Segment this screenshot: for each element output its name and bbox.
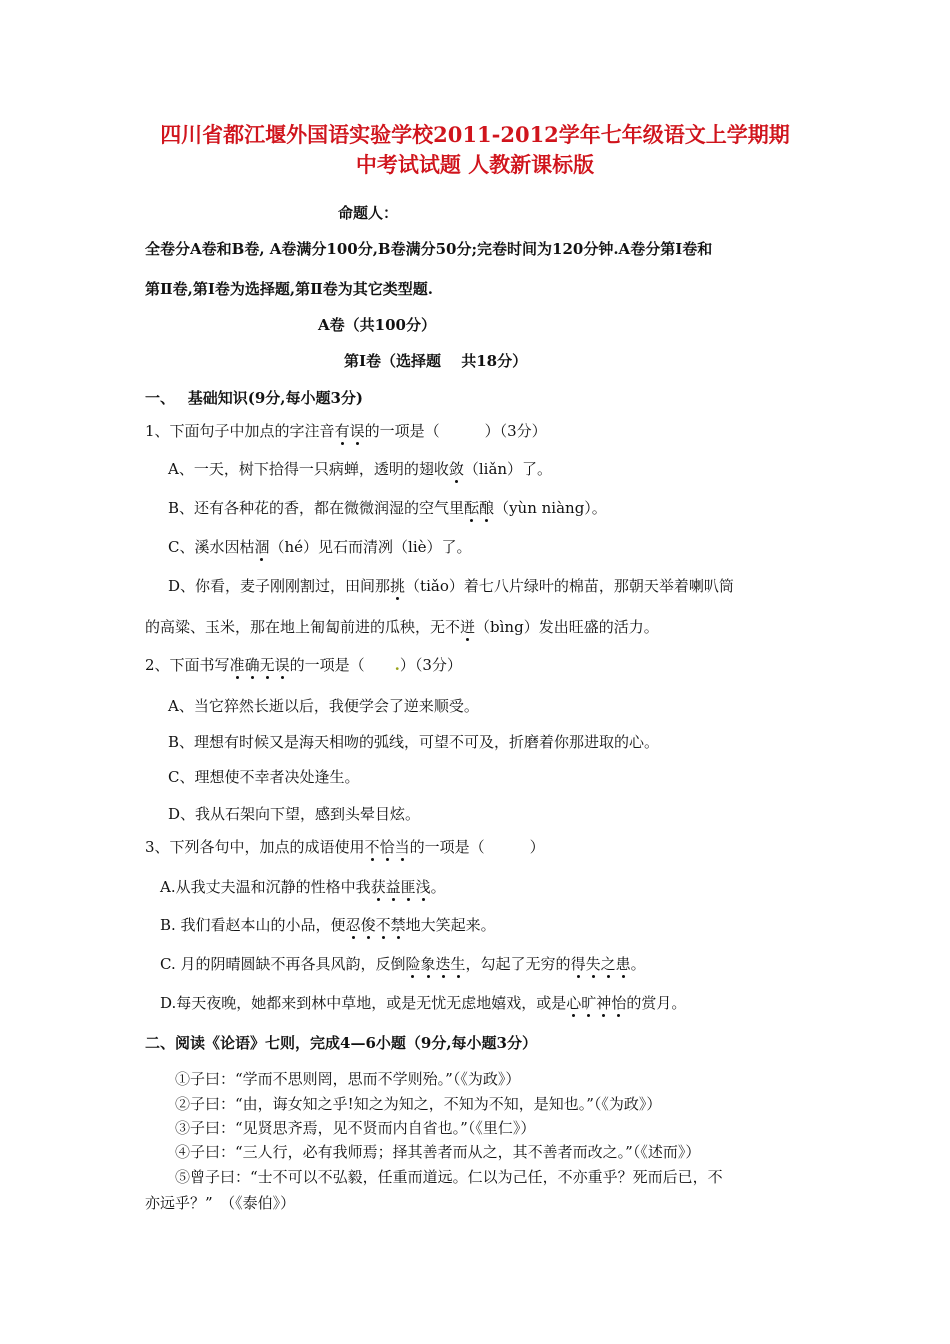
q3-b-text: B. 我们看赵本山的小品，便 <box>160 916 346 934</box>
q3-c-dotted-char: 之 <box>600 955 616 973</box>
q1-a-text: A、一天，树下拾得一只病蝉，透明的翅收 <box>168 460 449 478</box>
q1-c-text: （hé）见石而清冽（liè）了。 <box>269 538 472 556</box>
question-3-option-a <box>160 876 446 898</box>
question-3-option-d <box>160 992 686 1014</box>
volume-a-heading: A卷（共100分） <box>318 316 436 334</box>
q3-c-text: C. 月的阴晴圆缺不再各具风韵，反倒 <box>160 955 406 973</box>
q3-d-dotted-char: 心 <box>566 994 582 1012</box>
question-1-option-c <box>168 536 472 558</box>
question-2-option-a: A、当它猝然长逝以后，我便学会了逆来顺受。 <box>168 697 479 715</box>
section-2-heading: 二、阅读《论语》七则，完成4—6小题（9分,每小题3分） <box>145 1034 537 1052</box>
question-2-option-d: D、我从石架向下望，感到头晕目炫。 <box>168 805 421 823</box>
intro-line-1: 全卷分A卷和B卷, A卷满分100分,B卷满分50分;完卷时间为120分钟.A卷分第Ⅰ卷和 <box>145 240 713 258</box>
q2-stem-part-c: ）（3分） <box>399 656 462 674</box>
q3-c-dotted-char: 失 <box>585 955 601 973</box>
q3-b-dotted-char: 不 <box>375 916 391 934</box>
document-title-line2: 中考试试题 人教新课标版 <box>355 152 595 177</box>
lunyu-passage-2: ②子曰：“由，诲女知之乎!知之为知之，不知为不知，是知也。”（《为政》） <box>175 1095 662 1113</box>
q2-stem-part-a: 2、下面书写 <box>145 656 230 674</box>
question-1-stem <box>145 420 547 442</box>
q3-a-text: 。 <box>430 878 446 896</box>
intro-line-2: 第Ⅱ卷,第Ⅰ卷为选择题,第Ⅱ卷为其它类型题. <box>145 280 433 298</box>
q1-c-dotted-char: 涸 <box>254 538 270 556</box>
q1-stem-part-b: 中加点的字注音 <box>229 422 335 440</box>
lunyu-passage-5-cont: 亦远乎？” （《泰伯》） <box>145 1194 296 1212</box>
q3-c-dotted-char: 生 <box>450 955 466 973</box>
q3-c-text: 。 <box>630 955 646 973</box>
q3-b-dotted-char: 禁 <box>390 916 406 934</box>
question-3-option-b <box>160 914 496 936</box>
q1-c-text: C、溪水因枯 <box>168 538 255 556</box>
q1-d-text: （bìng）发出旺盛的活力。 <box>475 618 659 636</box>
q3-stem-dotted-char: 不 <box>364 838 380 856</box>
q1-b-dotted-char: 酝 <box>464 499 480 517</box>
q3-d-dotted-char: 怡 <box>611 994 627 1012</box>
q1-d-dotted-char: 迸 <box>460 618 476 636</box>
lunyu-passage-3: ③子曰：“见贤思齐焉，见不贤而内自省也。”（《里仁》） <box>175 1119 536 1137</box>
q2-stem-dotted-char: 准 <box>229 656 245 674</box>
q3-b-dotted-char: 忍 <box>345 916 361 934</box>
q3-c-text: ，勾起了无穷的 <box>465 955 571 973</box>
q1-stem-part-c: 的一项是（ ）（3分） <box>364 422 547 440</box>
question-3-option-c <box>160 953 646 975</box>
q3-stem-part-b: 的一项是（ ） <box>409 838 545 856</box>
q1-d-dotted-char: 挑 <box>390 577 406 595</box>
question-1-option-d-line1 <box>168 575 734 597</box>
question-2-stem <box>145 654 462 676</box>
question-2-option-c: C、理想使不幸者决处逢生。 <box>168 768 360 786</box>
q3-b-text: 地大笑起来。 <box>405 916 496 934</box>
question-1-option-d-line2 <box>145 616 659 638</box>
document-title-line1: 四川省都江堰外国语实验学校2011-2012学年七年级语文上学期期 <box>160 122 790 147</box>
q1-b-text: B、还有各种花的香，都在微微润湿的空气里 <box>168 499 465 517</box>
q3-d-dotted-char: 神 <box>596 994 612 1012</box>
q3-c-dotted-char: 患 <box>615 955 631 973</box>
q1-b-dotted-char: 酿 <box>479 499 495 517</box>
q3-a-dotted-char: 浅 <box>415 878 431 896</box>
q3-stem-dotted-char: 当 <box>394 838 410 856</box>
q3-a-dotted-char: 匪 <box>400 878 416 896</box>
lunyu-passage-4: ④子曰：“三人行，必有我师焉；择其善者而从之，其不善者而改之。”（《述而》） <box>175 1143 701 1161</box>
question-2-option-b: B、理想有时候又是海天相吻的弧线，可望不可及，折磨着你那进取的心。 <box>168 733 660 751</box>
q3-a-dotted-char: 益 <box>385 878 401 896</box>
q2-stem-dotted-char: 确 <box>244 656 260 674</box>
section-1-heading: 一、 基础知识(9分,每小题3分) <box>145 389 364 407</box>
q1-d-text: 的高粱、玉米，那在地上匍匐前进的瓜秧，无不 <box>145 618 461 636</box>
q3-d-text: D.每天夜晚，她都来到林中草地，或是无忧无虑地嬉戏，或是 <box>160 994 567 1012</box>
question-3-stem <box>145 836 545 858</box>
q1-d-text: D、你看，麦子刚刚割过，田间那 <box>168 577 391 595</box>
q1-stem-part-a: 1、下面句子 <box>145 422 230 440</box>
author-label: 命题人： <box>338 204 399 222</box>
q2-stem-dotted-char: 无 <box>259 656 275 674</box>
q3-stem-part-a: 3、下列各句中，加点的成语使用 <box>145 838 365 856</box>
q3-c-dotted-char: 得 <box>570 955 586 973</box>
q3-d-text: 的赏月。 <box>626 994 687 1012</box>
q3-c-dotted-char: 迭 <box>435 955 451 973</box>
q1-d-text: （tiǎo）着七八片绿叶的棉苗，那朝天举着喇叭筒 <box>405 577 734 595</box>
question-1-option-a <box>168 458 552 480</box>
q2-answer-mark: . <box>394 656 400 674</box>
lunyu-passage-5: ⑤曾子曰：“士不可以不弘毅，任重而道远。仁以为己任，不亦重乎？死而后已，不 <box>175 1168 723 1186</box>
question-1-option-b <box>168 497 607 519</box>
q3-stem-dotted-char: 恰 <box>379 838 395 856</box>
q3-d-dotted-char: 旷 <box>581 994 597 1012</box>
part-1-heading: 第Ⅰ卷（选择题 共18分） <box>344 352 528 370</box>
q3-c-dotted-char: 险 <box>405 955 421 973</box>
q1-a-text: （liǎn）了。 <box>463 460 553 478</box>
lunyu-passage-1: ①子曰：“学而不思则罔，思而不学则殆。”（《为政》） <box>175 1070 521 1088</box>
q1-b-text: （yùn niàng）。 <box>494 499 607 517</box>
q2-stem-part-b: 的一项是（ <box>289 656 395 674</box>
q1-stem-dotted-char: 有 <box>334 422 350 440</box>
q3-a-text: A.从我丈夫温和沉静的性格中我 <box>160 878 371 896</box>
q1-stem-dotted-char: 误 <box>349 422 365 440</box>
q2-stem-dotted-char: 误 <box>274 656 290 674</box>
q1-a-dotted-char: 敛 <box>448 460 464 478</box>
q3-c-dotted-char: 象 <box>420 955 436 973</box>
q3-a-dotted-char: 获 <box>370 878 386 896</box>
q3-b-dotted-char: 俊 <box>360 916 376 934</box>
